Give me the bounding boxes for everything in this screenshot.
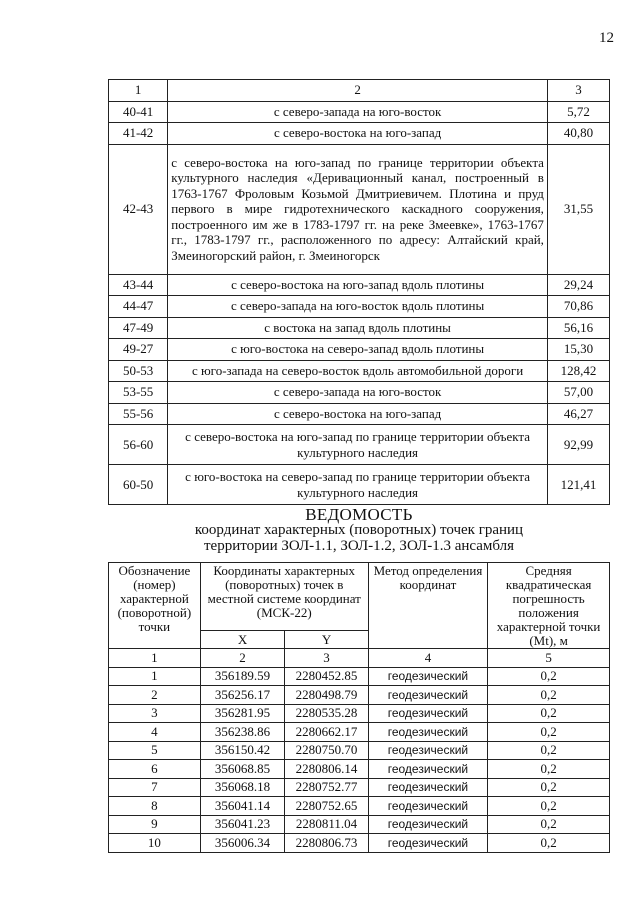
length-cell: 15,30 bbox=[547, 339, 609, 361]
method-cell: геодезический bbox=[368, 797, 487, 816]
table-row bbox=[109, 741, 610, 760]
segment-cell: 40-41 bbox=[109, 101, 168, 123]
description-cell: с северо-запада на юго-восток bbox=[168, 382, 548, 404]
table-row bbox=[109, 360, 610, 382]
point-number-cell: 7 bbox=[109, 778, 201, 797]
point-number-cell: 9 bbox=[109, 815, 201, 834]
segment-cell: 60-50 bbox=[109, 465, 168, 505]
header-cell: 3 bbox=[547, 80, 609, 102]
y-coordinate-cell: 2280811.04 bbox=[285, 815, 368, 834]
segment-cell: 44-47 bbox=[109, 296, 168, 318]
segment-cell: 56-60 bbox=[109, 425, 168, 465]
table-row bbox=[109, 667, 610, 686]
table-row bbox=[109, 317, 610, 339]
document-subtitle-line2: территории ЗОЛ-1.1, ЗОЛ-1.2, ЗОЛ-1.3 ансамбля bbox=[203, 538, 515, 554]
table-row bbox=[109, 778, 610, 797]
method-cell: геодезический bbox=[368, 760, 487, 779]
method-cell: геодезический bbox=[368, 686, 487, 705]
point-number-cell: 8 bbox=[109, 797, 201, 816]
table-row bbox=[109, 815, 610, 834]
point-number-cell: 5 bbox=[109, 741, 201, 760]
document-title: ВЕДОМОСТЬ bbox=[305, 505, 413, 524]
table-row bbox=[109, 704, 610, 723]
header-cell: 1 bbox=[109, 80, 168, 102]
table-row bbox=[109, 403, 610, 425]
x-coordinate-cell: 356238.86 bbox=[200, 723, 285, 742]
boundary-segments-table bbox=[108, 79, 610, 505]
description-cell: с юго-запада на северо-восток вдоль автомобильной дороги bbox=[168, 360, 548, 382]
page-number: 12 bbox=[599, 30, 614, 46]
point-number-cell: 3 bbox=[109, 704, 201, 723]
method-cell: геодезический bbox=[368, 723, 487, 742]
y-coordinate-cell: 2280662.17 bbox=[285, 723, 368, 742]
segment-cell: 53-55 bbox=[109, 382, 168, 404]
column-number: 3 bbox=[285, 649, 368, 668]
point-number-cell: 4 bbox=[109, 723, 201, 742]
table-header-row bbox=[109, 563, 610, 631]
method-cell: геодезический bbox=[368, 834, 487, 853]
x-coordinate-cell: 356041.23 bbox=[200, 815, 285, 834]
point-number-cell: 10 bbox=[109, 834, 201, 853]
description-cell: с юго-востока на северо-запад вдоль плотины bbox=[168, 339, 548, 361]
error-cell: 0,2 bbox=[488, 815, 610, 834]
y-coordinate-cell: 2280806.73 bbox=[285, 834, 368, 853]
length-cell: 40,80 bbox=[547, 123, 609, 145]
description-cell: с северо-востока на юго-запад по границе территории объекта культурного наследия «Деривационный канал, построенный в 1763-1767 Фроловым Козьмой Дмитриевичем. Плотина и пруд первого в мире гидротехнического каскадного сооружения, построенного им же в 1783-1797 гг. на реке Змеевке», 1763-1767 гг., 1783-1797 гг., расположенного по адресу: Алтайский край, Змеиногорский район, г. Змеиногорск bbox=[168, 144, 548, 274]
description-cell: с северо-запада на юго-восток bbox=[168, 101, 548, 123]
x-coordinate-cell: 356006.34 bbox=[200, 834, 285, 853]
segment-cell: 55-56 bbox=[109, 403, 168, 425]
x-coordinate-cell: 356068.18 bbox=[200, 778, 285, 797]
column-number: 4 bbox=[368, 649, 487, 668]
description-cell: с северо-востока на юго-запад по границе территории объекта культурного наследия bbox=[168, 425, 548, 465]
table-row bbox=[109, 296, 610, 318]
table-row bbox=[109, 123, 610, 145]
table-row bbox=[109, 686, 610, 705]
description-cell: с северо-запада на юго-восток вдоль плотины bbox=[168, 296, 548, 318]
method-cell: геодезический bbox=[368, 704, 487, 723]
table-row bbox=[109, 101, 610, 123]
error-cell: 0,2 bbox=[488, 723, 610, 742]
length-cell: 46,27 bbox=[547, 403, 609, 425]
segment-cell: 49-27 bbox=[109, 339, 168, 361]
y-coordinate-cell: 2280752.77 bbox=[285, 778, 368, 797]
segment-cell: 43-44 bbox=[109, 274, 168, 296]
header-cell: 2 bbox=[168, 80, 548, 102]
x-coordinate-cell: 356189.59 bbox=[200, 667, 285, 686]
description-cell: с востока на запад вдоль плотины bbox=[168, 317, 548, 339]
error-cell: 0,2 bbox=[488, 667, 610, 686]
document-subtitle-line1: координат характерных (поворотных) точек границ bbox=[194, 522, 524, 538]
x-coordinate-cell: 356068.85 bbox=[200, 760, 285, 779]
x-coordinate-cell: 356150.42 bbox=[200, 741, 285, 760]
length-cell: 57,00 bbox=[547, 382, 609, 404]
table-header-row bbox=[109, 80, 610, 102]
length-cell: 56,16 bbox=[547, 317, 609, 339]
header-coords: Координаты характерных (поворотных) точек в местной системе координат (МСК-22) bbox=[200, 563, 368, 631]
header-method: Метод определения координат bbox=[368, 563, 487, 649]
length-cell: 92,99 bbox=[547, 425, 609, 465]
table-row bbox=[109, 797, 610, 816]
error-cell: 0,2 bbox=[488, 834, 610, 853]
header-error: Средняя квадратическая погрешность положения характерной точки (Mt), м bbox=[488, 563, 610, 649]
error-cell: 0,2 bbox=[488, 778, 610, 797]
method-cell: геодезический bbox=[368, 778, 487, 797]
table-row bbox=[109, 144, 610, 274]
length-cell: 5,72 bbox=[547, 101, 609, 123]
column-number-row bbox=[109, 649, 610, 668]
length-cell: 70,86 bbox=[547, 296, 609, 318]
method-cell: геодезический bbox=[368, 741, 487, 760]
y-coordinate-cell: 2280752.65 bbox=[285, 797, 368, 816]
segment-cell: 47-49 bbox=[109, 317, 168, 339]
method-cell: геодезический bbox=[368, 667, 487, 686]
description-cell: с юго-востока на северо-запад по границе территории объекта культурного наследия bbox=[168, 465, 548, 505]
x-coordinate-cell: 356256.17 bbox=[200, 686, 285, 705]
table-row bbox=[109, 760, 610, 779]
error-cell: 0,2 bbox=[488, 686, 610, 705]
x-coordinate-cell: 356281.95 bbox=[200, 704, 285, 723]
length-cell: 121,41 bbox=[547, 465, 609, 505]
description-cell: с северо-востока на юго-запад bbox=[168, 123, 548, 145]
description-cell: с северо-востока на юго-запад bbox=[168, 403, 548, 425]
point-number-cell: 2 bbox=[109, 686, 201, 705]
header-y: Y bbox=[285, 631, 368, 649]
y-coordinate-cell: 2280452.85 bbox=[285, 667, 368, 686]
header-point: Обозначение (номер) характерной (поворотной) точки bbox=[109, 563, 201, 649]
table-row bbox=[109, 382, 610, 404]
segment-cell: 42-43 bbox=[109, 144, 168, 274]
segment-cell: 41-42 bbox=[109, 123, 168, 145]
length-cell: 31,55 bbox=[547, 144, 609, 274]
segment-cell: 50-53 bbox=[109, 360, 168, 382]
y-coordinate-cell: 2280535.28 bbox=[285, 704, 368, 723]
method-cell: геодезический bbox=[368, 815, 487, 834]
table-row bbox=[109, 339, 610, 361]
length-cell: 29,24 bbox=[547, 274, 609, 296]
header-x: X bbox=[200, 631, 285, 649]
description-cell: с северо-востока на юго-запад вдоль плотины bbox=[168, 274, 548, 296]
table-row bbox=[109, 465, 610, 505]
error-cell: 0,2 bbox=[488, 741, 610, 760]
column-number: 2 bbox=[200, 649, 285, 668]
table-row bbox=[109, 834, 610, 853]
point-number-cell: 6 bbox=[109, 760, 201, 779]
coordinates-table bbox=[108, 562, 610, 853]
y-coordinate-cell: 2280750.70 bbox=[285, 741, 368, 760]
point-number-cell: 1 bbox=[109, 667, 201, 686]
table-row bbox=[109, 723, 610, 742]
column-number: 5 bbox=[488, 649, 610, 668]
error-cell: 0,2 bbox=[488, 704, 610, 723]
y-coordinate-cell: 2280498.79 bbox=[285, 686, 368, 705]
table-row bbox=[109, 274, 610, 296]
error-cell: 0,2 bbox=[488, 797, 610, 816]
table-row bbox=[109, 425, 610, 465]
x-coordinate-cell: 356041.14 bbox=[200, 797, 285, 816]
error-cell: 0,2 bbox=[488, 760, 610, 779]
column-number: 1 bbox=[109, 649, 201, 668]
length-cell: 128,42 bbox=[547, 360, 609, 382]
y-coordinate-cell: 2280806.14 bbox=[285, 760, 368, 779]
